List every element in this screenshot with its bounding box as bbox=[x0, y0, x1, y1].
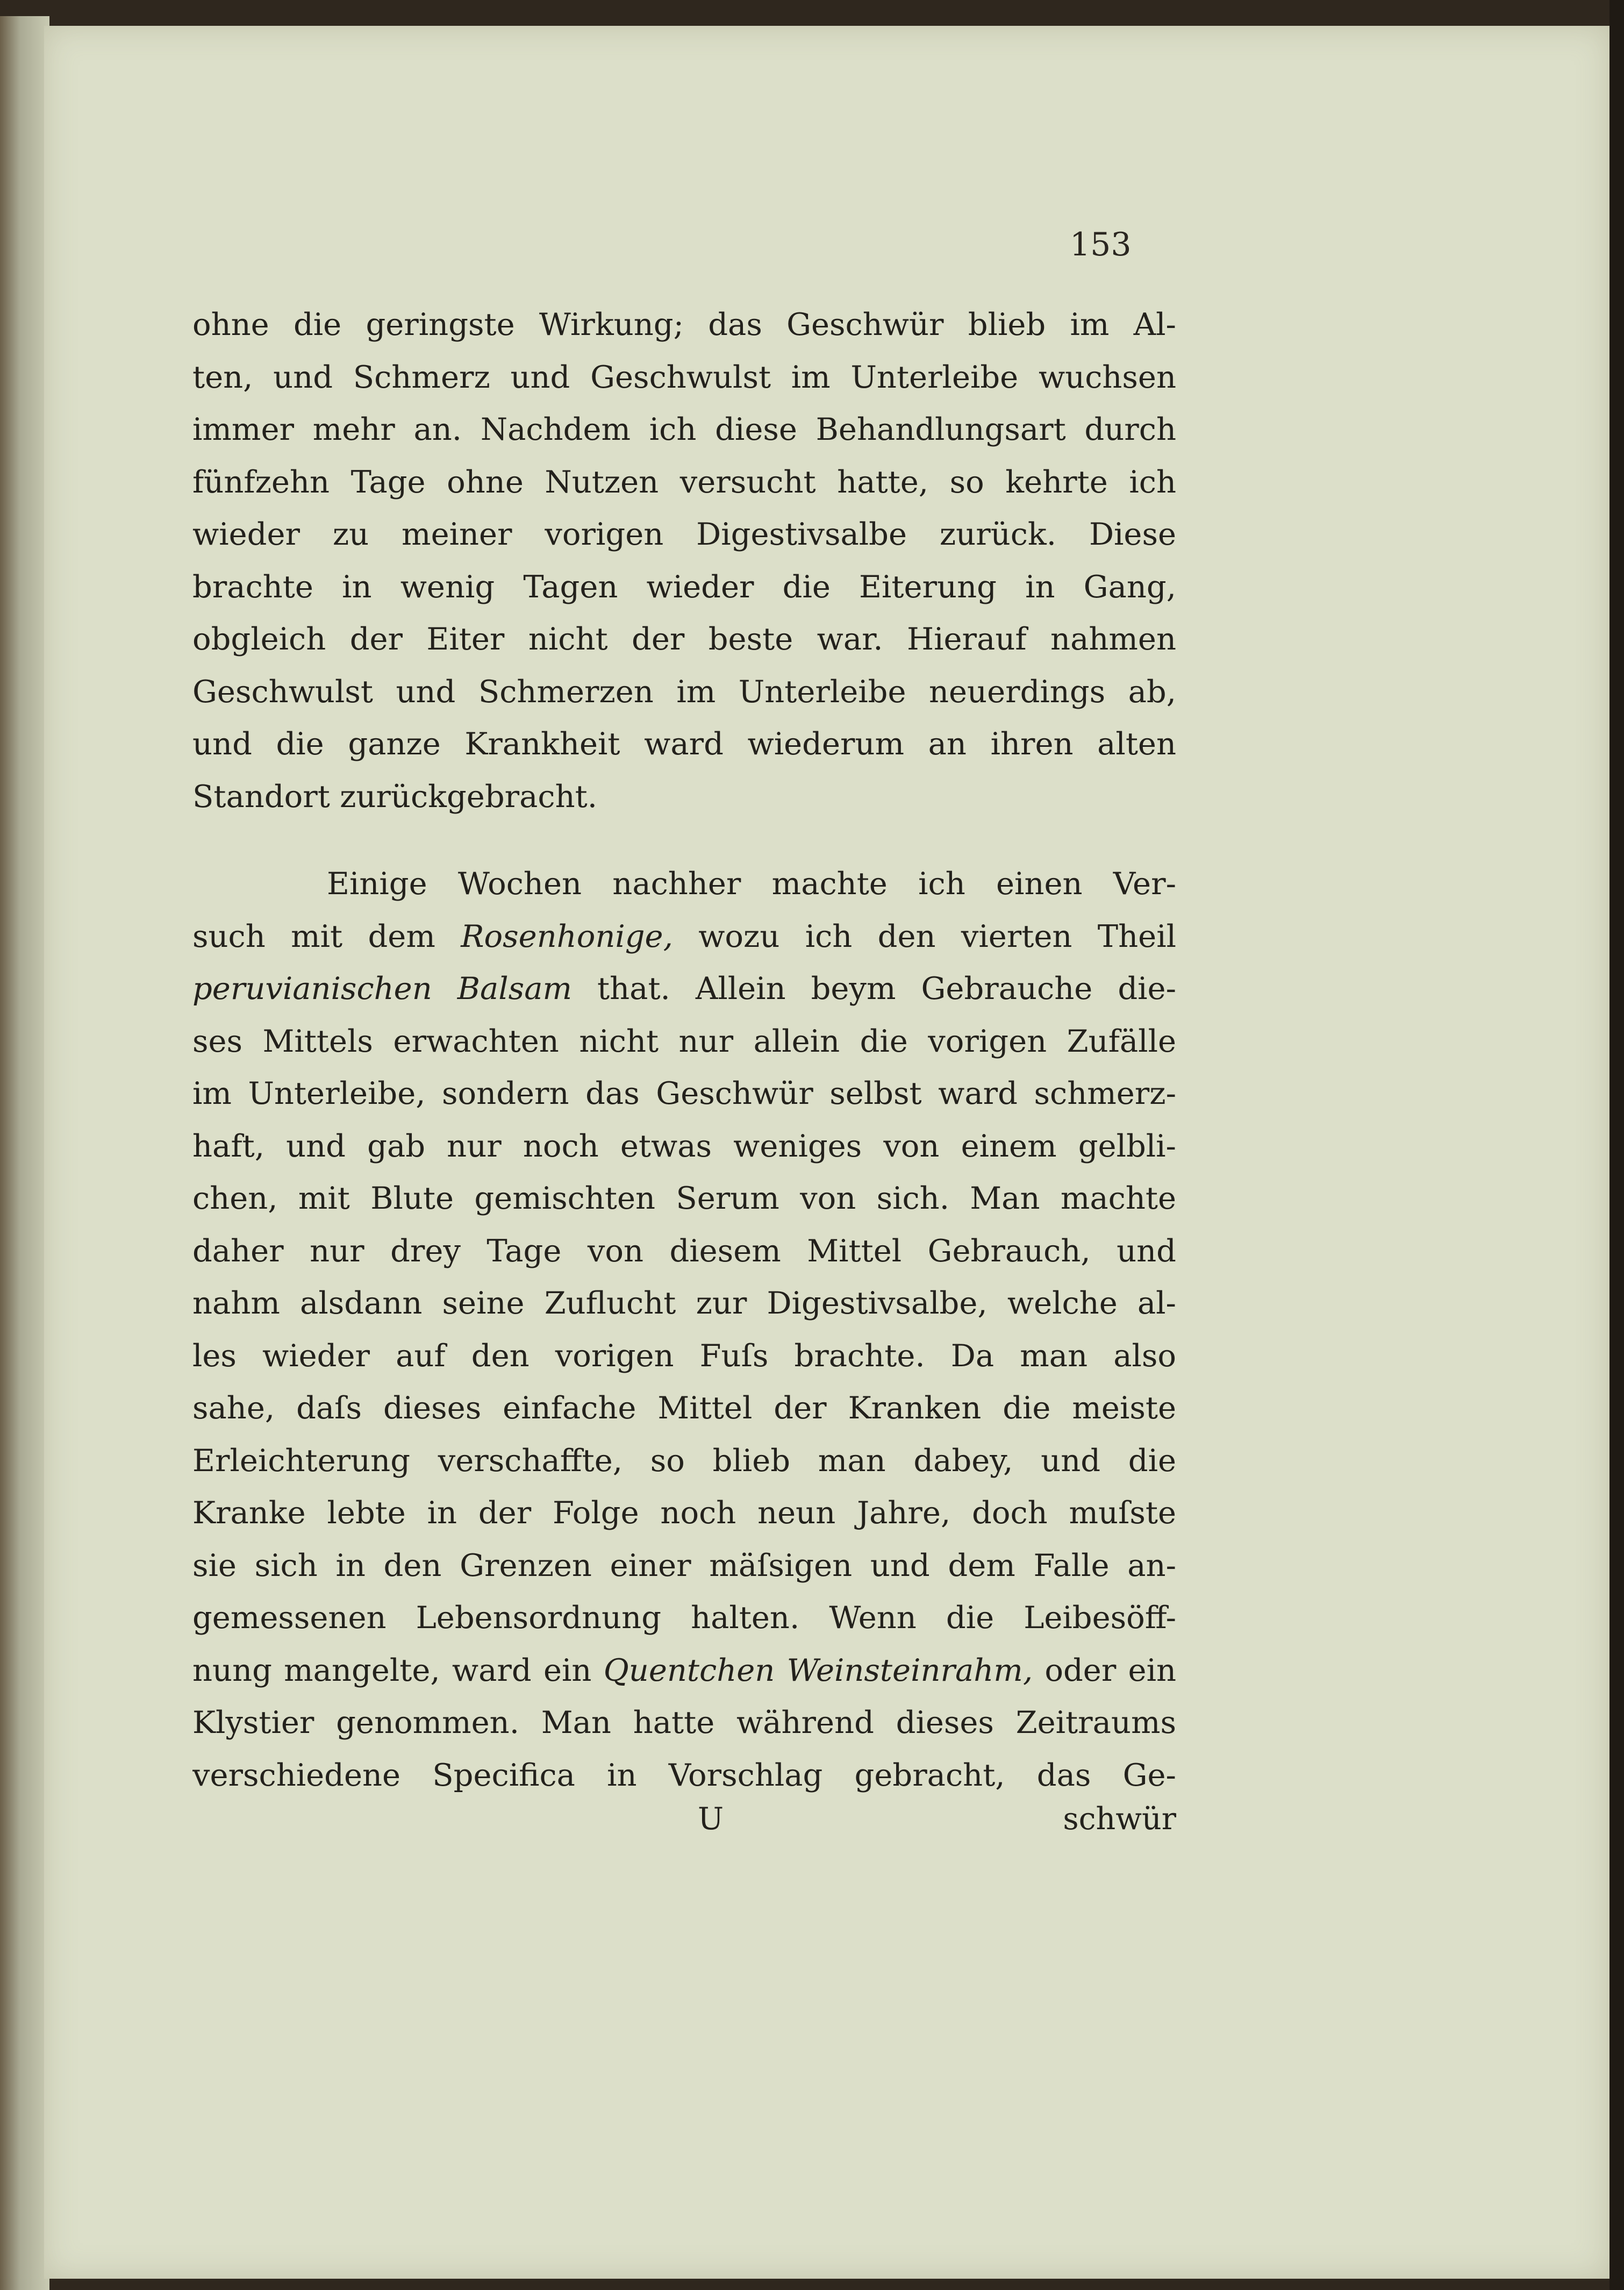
text-line: wieder zu meiner vorigen Digestivsalbe zurück. Diese bbox=[192, 516, 1176, 552]
text-line bbox=[192, 910, 1176, 963]
text-line: Erleichterung verschaffte, so blieb man dabey, und die bbox=[192, 1442, 1176, 1479]
italic-term: Quentchen Weinsteinrahm, bbox=[603, 1652, 1033, 1688]
text-fragment: wozu ich den vierten Theil bbox=[698, 918, 1176, 954]
text-line: Kranke lebte in der Folge noch neun Jahre, doch muſste bbox=[192, 1495, 1176, 1531]
text-line: ses Mittels erwachten nicht nur allein die vorigen Zufälle bbox=[192, 1023, 1176, 1059]
text-line: Einige Wochen nachher machte ich einen Ver- bbox=[327, 866, 1176, 902]
right-edge bbox=[1609, 0, 1624, 2290]
text-line: fünfzehn Tage ohne Nutzen versucht hatte, so kehrte ich bbox=[192, 463, 1176, 500]
page-number: 153 bbox=[1070, 226, 1132, 263]
catchword: schwür bbox=[1063, 1801, 1176, 1837]
text-line: obgleich der Eiter nicht der beste war. Hierauf nahmen bbox=[192, 621, 1176, 657]
text-line: im Unterleibe, sondern das Geschwür selbst ward schmerz- bbox=[192, 1075, 1176, 1111]
text-line: haft, und gab nur noch etwas weniges von einem gelbli- bbox=[192, 1128, 1176, 1164]
left-page-edge bbox=[0, 16, 49, 2290]
text-line: Standort zurückgebracht. bbox=[192, 778, 598, 815]
text-line bbox=[192, 962, 1176, 1015]
text-line: chen, mit Blute gemischten Serum von sich. Man machte bbox=[192, 1180, 1176, 1216]
text-line: ohne die geringste Wirkung; das Geschwür blieb im Al- bbox=[192, 306, 1176, 343]
text-fragment: such mit dem bbox=[192, 918, 435, 954]
body-text bbox=[192, 298, 1176, 1801]
text-fragment: oder ein bbox=[1044, 1652, 1176, 1688]
text-line bbox=[192, 1644, 1176, 1697]
text-fragment: nung mangelte, ward ein bbox=[192, 1652, 592, 1688]
text-line: Klystier genommen. Man hatte während dieses Zeitraums bbox=[192, 1704, 1176, 1740]
text-line: gemessenen Lebensordnung halten. Wenn die Leibesöff- bbox=[192, 1600, 1176, 1636]
text-line: und die ganze Krankheit ward wiederum an ihren alten bbox=[192, 726, 1176, 762]
signature-mark: U bbox=[698, 1801, 724, 1837]
page-footer bbox=[192, 1801, 1176, 1853]
text-line: nahm alsdann seine Zuflucht zur Digestivsalbe, welche al- bbox=[192, 1285, 1176, 1321]
text-line: les wieder auf den vorigen Fuſs brachte. Da man also bbox=[192, 1337, 1176, 1374]
paragraph-gap bbox=[192, 823, 1176, 858]
text-fragment: that. Allein beym Gebrauche die- bbox=[597, 971, 1176, 1007]
italic-term: peruvianischen Balsam bbox=[192, 971, 572, 1007]
text-line: sie sich in den Grenzen einer mäſsigen und dem Falle an- bbox=[192, 1547, 1176, 1583]
text-line: sahe, daſs dieses einfache Mittel der Kranken die meiste bbox=[192, 1390, 1176, 1426]
text-line: ten, und Schmerz und Geschwulst im Unterleibe wuchsen bbox=[192, 359, 1176, 395]
text-line: brachte in wenig Tagen wieder die Eiterung in Gang, bbox=[192, 568, 1176, 605]
text-line: Geschwulst und Schmerzen im Unterleibe neuerdings ab, bbox=[192, 673, 1176, 710]
text-line: immer mehr an. Nachdem ich diese Behandlungsart durch bbox=[192, 411, 1176, 447]
text-line: verschiedene Specifica in Vorschlag gebracht, das Ge- bbox=[192, 1757, 1176, 1793]
text-line: daher nur drey Tage von diesem Mittel Gebrauch, und bbox=[192, 1232, 1176, 1269]
italic-term: Rosenhonige, bbox=[461, 918, 673, 954]
